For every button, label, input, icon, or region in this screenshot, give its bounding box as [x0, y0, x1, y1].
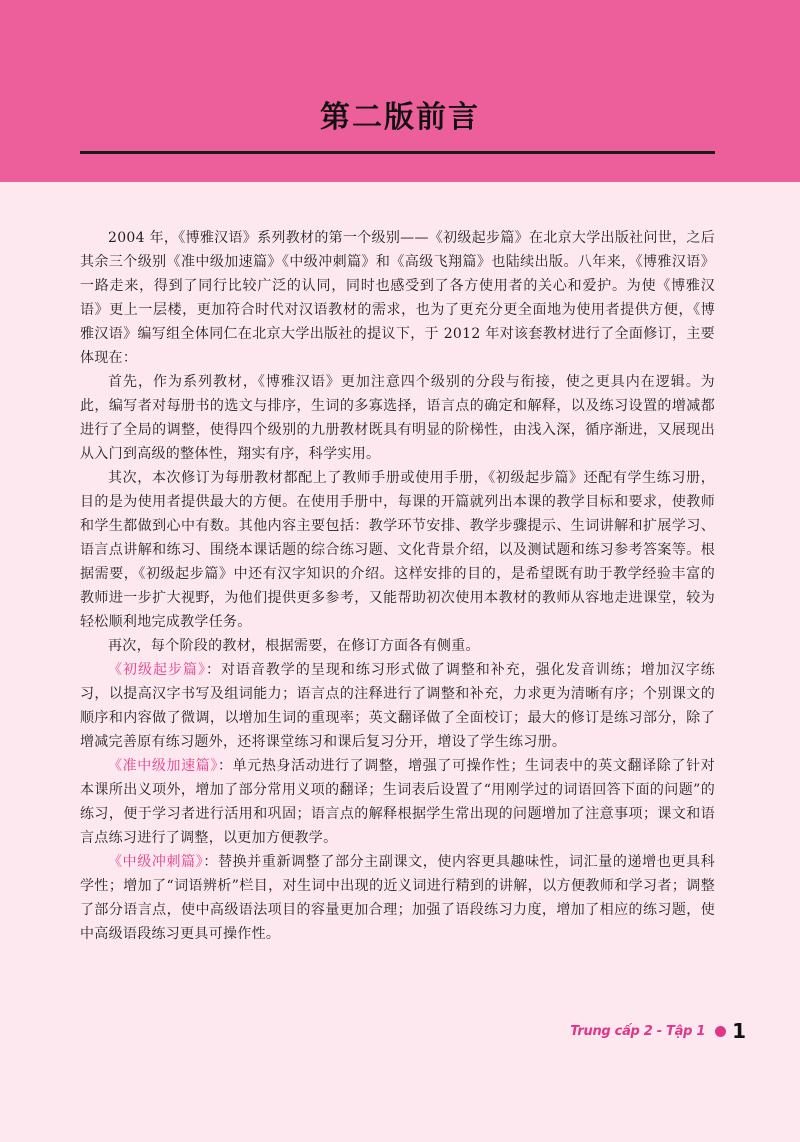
preface-body: [80, 226, 715, 946]
paragraph-book-title: 《准中级加速篇》: [108, 758, 219, 774]
paragraph-book-title: 《初级起步篇》: [108, 662, 206, 678]
footer-bullet-icon: [715, 1026, 726, 1037]
page-footer: [570, 1018, 746, 1044]
header-band: [0, 0, 800, 182]
footer-book-label: Trung cấp 2 - Tập 1: [570, 1023, 706, 1039]
paragraph-intro: [80, 226, 715, 370]
paragraph-book-title: 《中级冲刺篇》: [108, 854, 204, 870]
paragraph-text: 再次，每个阶段的教材，根据需要，在修订方面各有侧重。: [108, 638, 480, 654]
paragraph-text: ：单元热身活动进行了调整，增强了可操作性；生词表中的英文翻译除了针对本课所出义项外，增加了部分常用义项的翻译；生词表后设置了“用刚学过的词语回答下面的问题”的练习，便于学习者进行活用和巩固；语言点的解释根据学生常出现的问题增加了注意事项；课文和语言点练习进行了调整，以更加方便教学。: [80, 758, 715, 846]
paragraph-second: [80, 466, 715, 634]
paragraph-text: 首先，作为系列教材，《博雅汉语》更加注意四个级别的分段与衔接，使之更具内在逻辑。为此，编写者对每册书的选文与排序，生词的多寡选择，语言点的确定和解释，以及练习设置的增减都进行了全局的调整，使得四个级别的九册教材既具有明显的阶梯性，由浅入深，循序渐进，又展现出从入门到高级的整体性，翔实有序，科学实用。: [80, 374, 715, 462]
paragraph-elementary-level: [80, 658, 715, 754]
paragraph-text: ：替换并重新调整了部分主副课文，使内容更具趣味性，词汇量的递增也更具科学性；增加了“词语辨析”栏目，对生词中出现的近义词进行精到的讲解，以方便教师和学习者；调整了部分语言点，使中高级语法项目的容量更加合理；加强了语段练习力度，增加了相应的练习题，使中高级语段练习更具可操作性。: [80, 854, 715, 942]
paragraph-pre-intermediate-level: [80, 754, 715, 850]
paragraph-text: ：对语音教学的呈现和练习形式做了调整和补充，强化发音训练；增加汉字练习，以提高汉字书写及组词能力；语言点的注释进行了调整和补充，力求更为清晰有序；个别课文的顺序和内容做了微调，以增加生词的重现率；英文翻译做了全面校订；最大的修订是练习部分，除了增减完善原有练习题外，还将课堂练习和课后复习分开，增设了学生练习册。: [80, 662, 715, 750]
paragraph-intermediate-level: [80, 850, 715, 946]
page-title: 第二版前言: [320, 100, 480, 135]
paragraph-text: 2004 年，《博雅汉语》系列教材的第一个级别——《初级起步篇》在北京大学出版社问世，之后其余三个级别《准中级加速篇》《中级冲刺篇》和《高级飞翔篇》也陆续出版。八年来，《博雅汉语》一路走来，得到了同行比较广泛的认同，同时也感受到了各方使用者的关心和爱护。为使《博雅汉语》更上一层楼，更加符合时代对汉语教材的需求，也为了更充分更全面地为使用者提供方便，《博雅汉语》编写组全体同仁在北京大学出版社的提议下，于 2012 年对该套教材进行了全面修订，主要体现在：: [80, 230, 715, 366]
title-divider: [80, 151, 715, 154]
paragraph-third: [80, 634, 715, 658]
paragraph-text: 其次，本次修订为每册教材都配上了教师手册或使用手册，《初级起步篇》还配有学生练习册，目的是为使用者提供最大的方便。在使用手册中，每课的开篇就列出本课的教学目标和要求，使教师和学生都做到心中有数。其他内容主要包括：教学环节安排、教学步骤提示、生词讲解和扩展学习、语言点讲解和练习、围绕本课话题的综合练习题、文化背景介绍，以及测试题和练习参考答案等。根据需要，《初级起步篇》中还有汉字知识的介绍。这样安排的目的，是希望既有助于教学经验丰富的教师进一步扩大视野，为他们提供更多参考，又能帮助初次使用本教材的教师从容地走进课堂，较为轻松顺利地完成教学任务。: [80, 470, 715, 630]
paragraph-first: [80, 370, 715, 466]
page-number: 1: [732, 1019, 746, 1043]
